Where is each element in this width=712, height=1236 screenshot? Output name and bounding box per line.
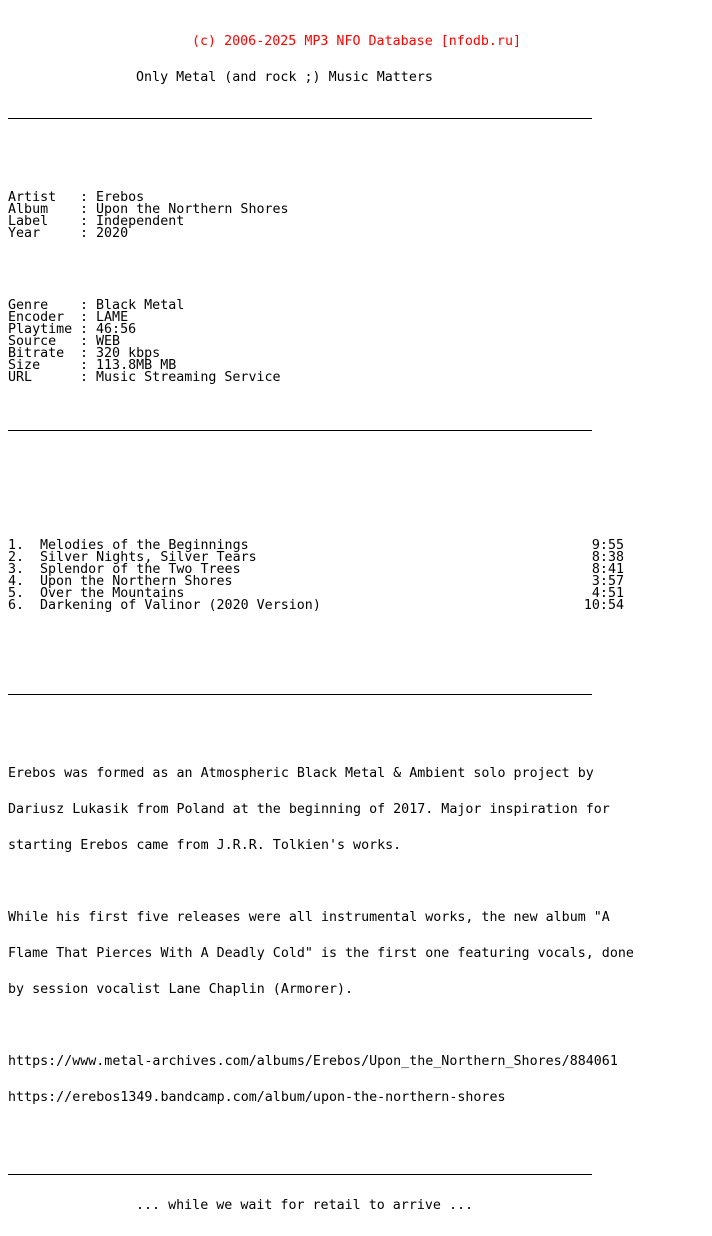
info-separator: : xyxy=(80,202,89,217)
info-row xyxy=(8,228,634,240)
track-duration: 9:55 xyxy=(591,538,624,553)
track-number: 2. xyxy=(8,550,25,565)
divider-info xyxy=(8,420,634,432)
credit-text: (c) 2006-2025 MP3 NFO Database [nfodb.ru] xyxy=(192,34,521,49)
track-number: 1. xyxy=(8,538,25,553)
release-info-block xyxy=(8,192,634,240)
desc-line: Flame That Pierces With A Deadly Cold" is the first one featuring vocals, done xyxy=(8,946,634,961)
info-value: Independent xyxy=(96,214,185,229)
info-separator: : xyxy=(80,226,89,241)
info-value: Upon the Northern Shores xyxy=(96,202,289,217)
info-value: 2020 xyxy=(96,226,129,241)
track-row xyxy=(8,600,634,612)
technical-info-block xyxy=(8,300,634,384)
credit-line xyxy=(8,36,634,48)
track-duration: 10:54 xyxy=(583,598,624,613)
divider-top xyxy=(8,108,634,120)
info-separator: : xyxy=(80,310,89,325)
info-separator: : xyxy=(80,358,89,373)
info-value: LAME xyxy=(96,310,129,325)
info-key: Year xyxy=(8,226,41,241)
info-separator: : xyxy=(80,322,89,337)
info-separator: : xyxy=(80,298,89,313)
info-key: Size xyxy=(8,358,41,373)
info-key: Playtime xyxy=(8,322,73,337)
info-value: 113.8MB MB xyxy=(96,358,177,373)
info-key: Source xyxy=(8,334,57,349)
info-key: Artist xyxy=(8,190,57,205)
track-title: Melodies of the Beginnings xyxy=(40,538,249,553)
desc-line: starting Erebos came from J.R.R. Tolkien's works. xyxy=(8,838,402,853)
info-key: Label xyxy=(8,214,49,229)
track-duration: 8:41 xyxy=(591,562,624,577)
info-separator: : xyxy=(80,190,89,205)
track-number: 3. xyxy=(8,562,25,577)
info-key: URL xyxy=(8,370,33,385)
track-title: Silver Nights, Silver Tears xyxy=(40,550,257,565)
track-title: Darkening of Valinor (2020 Version) xyxy=(40,598,321,613)
link-line[interactable] xyxy=(8,1092,634,1104)
info-key: Bitrate xyxy=(8,346,65,361)
tagline-line xyxy=(8,72,634,84)
track-number: 5. xyxy=(8,586,25,601)
info-row xyxy=(8,372,634,384)
info-key: Album xyxy=(8,202,49,217)
desc-line: Dariusz Lukasik from Poland at the beginning of 2017. Major inspiration for xyxy=(8,802,610,817)
tracklist xyxy=(8,540,634,612)
track-number: 4. xyxy=(8,574,25,589)
track-duration: 3:57 xyxy=(591,574,624,589)
divider-tracks xyxy=(8,684,634,696)
track-title: Over the Mountains xyxy=(40,586,185,601)
desc-line: While his first five releases were all instrumental works, the new album "A xyxy=(8,910,610,925)
nfo-document xyxy=(8,0,634,1236)
info-value: 320 kbps xyxy=(96,346,161,361)
info-separator: : xyxy=(80,370,89,385)
info-separator: : xyxy=(80,334,89,349)
info-key: Encoder xyxy=(8,310,65,325)
info-separator: : xyxy=(80,214,89,229)
info-separator: : xyxy=(80,346,89,361)
info-value: Black Metal xyxy=(96,298,185,313)
info-value: WEB xyxy=(96,334,121,349)
desc-line: by session vocalist Lane Chaplin (Armorer). xyxy=(8,982,354,997)
track-duration: 4:51 xyxy=(591,586,624,601)
info-key: Genre xyxy=(8,298,49,313)
link-line[interactable] xyxy=(8,1056,634,1068)
track-title: Splendor of the Two Trees xyxy=(40,562,241,577)
track-title: Upon the Northern Shores xyxy=(40,574,233,589)
track-number: 6. xyxy=(8,598,25,613)
tagline-text: Only Metal (and rock ;) Music Matters xyxy=(136,70,433,85)
info-value: Erebos xyxy=(96,190,145,205)
info-value: 46:56 xyxy=(96,322,137,337)
footer-line xyxy=(8,1200,634,1212)
desc-line: Erebos was formed as an Atmospheric Black Metal & Ambient solo project by xyxy=(8,766,594,781)
divider-bottom xyxy=(8,1164,634,1176)
bandcamp-link[interactable]: https://erebos1349.bandcamp.com/album/upon-the-northern-shores xyxy=(8,1090,506,1105)
metal-archives-link[interactable]: https://www.metal-archives.com/albums/Erebos/Upon_the_Northern_Shores/884061 xyxy=(8,1054,618,1069)
footer-text: ... while we wait for retail to arrive ... xyxy=(136,1198,474,1213)
track-duration: 8:38 xyxy=(591,550,624,565)
info-value: Music Streaming Service xyxy=(96,370,281,385)
